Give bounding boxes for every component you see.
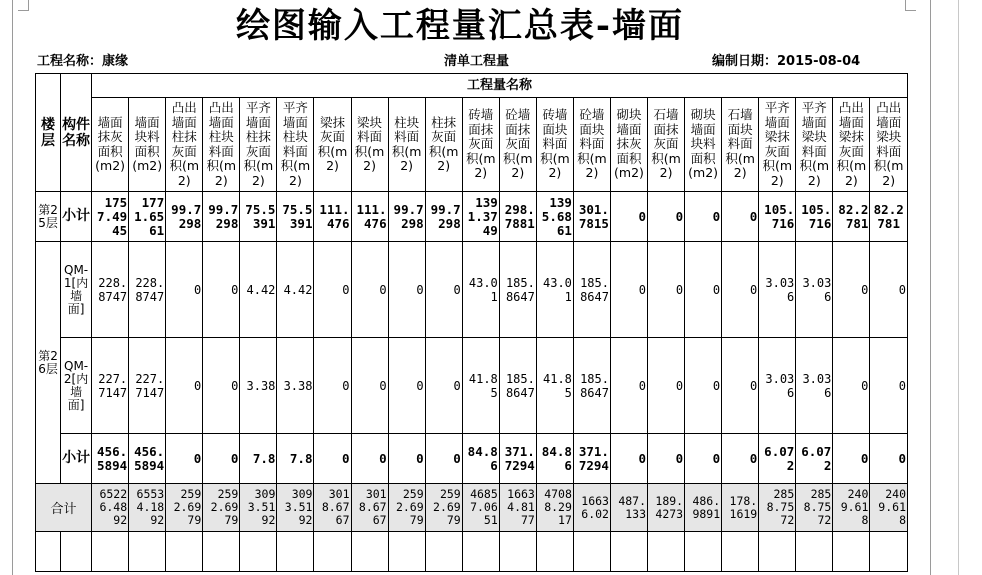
- col-header-component: 构件名称: [61, 74, 92, 192]
- header-row-group: [36, 74, 908, 98]
- value-cell: 0: [610, 242, 647, 338]
- table-row-floor25-subtotal: [36, 192, 908, 242]
- value-cell: 0: [314, 338, 351, 434]
- empty-cell: [648, 532, 685, 572]
- value-cell: 2858.7572: [796, 484, 833, 532]
- value-cell: 6.072: [796, 434, 833, 484]
- value-cell: 0: [610, 338, 647, 434]
- value-cell: 0: [870, 242, 908, 338]
- col-header-17: 砌块墙面块料面积(m2): [685, 98, 722, 192]
- value-cell: 3.036: [796, 242, 833, 338]
- value-cell: 0: [648, 192, 685, 242]
- value-cell: 75.5391: [240, 192, 277, 242]
- value-cell: 1757.4945: [92, 192, 129, 242]
- value-cell: 2592.6979: [388, 484, 425, 532]
- value-cell: 456.5894: [129, 434, 166, 484]
- value-cell: 84.86: [462, 434, 499, 484]
- col-header-9: 柱块料面积(m2): [388, 98, 425, 192]
- col-header-1: 墙面抹灰面积(m2): [92, 98, 129, 192]
- value-cell: 65534.1892: [129, 484, 166, 532]
- table-row-total: [36, 484, 908, 532]
- value-cell: 43.01: [536, 242, 573, 338]
- col-header-11: 砖墙面抹灰面积(m2): [462, 98, 499, 192]
- empty-cell: [499, 532, 536, 572]
- value-cell: 0: [351, 434, 388, 484]
- empty-cell: [166, 532, 203, 572]
- value-cell: 82.2781: [870, 192, 908, 242]
- empty-cell: [314, 532, 351, 572]
- value-cell: 3.036: [759, 338, 796, 434]
- value-cell: 0: [722, 192, 759, 242]
- empty-cell: [685, 532, 722, 572]
- empty-cell: [240, 532, 277, 572]
- value-cell: 0: [388, 338, 425, 434]
- value-cell: 185.8647: [499, 242, 536, 338]
- value-cell: 178.1619: [722, 484, 759, 532]
- value-cell: 4.42: [277, 242, 314, 338]
- table-row-component: [36, 338, 908, 434]
- col-header-4: 凸出墙面柱块料面积(m2): [203, 98, 240, 192]
- value-cell: 0: [166, 338, 203, 434]
- value-cell: 99.7298: [388, 192, 425, 242]
- value-cell: 111.476: [314, 192, 351, 242]
- empty-cell: [351, 532, 388, 572]
- header-row-columns: [36, 98, 908, 192]
- value-cell: 99.7298: [425, 192, 462, 242]
- value-cell: 111.476: [351, 192, 388, 242]
- col-header-group: 工程量名称: [92, 74, 908, 98]
- value-cell: 65226.4892: [92, 484, 129, 532]
- col-header-6: 平齐墙面柱块料面积(m2): [277, 98, 314, 192]
- value-cell: 185.8647: [573, 338, 610, 434]
- subtotal-label: 小计: [61, 434, 92, 484]
- value-cell: 189.4273: [648, 484, 685, 532]
- value-cell: 7.8: [240, 434, 277, 484]
- col-header-13: 砖墙面块料面积(m2): [536, 98, 573, 192]
- empty-cell: [833, 532, 870, 572]
- value-cell: 0: [425, 338, 462, 434]
- value-cell: 0: [833, 338, 870, 434]
- value-cell: 0: [351, 338, 388, 434]
- value-cell: 0: [425, 434, 462, 484]
- table-row-component: [36, 242, 908, 338]
- value-cell: 2592.6979: [166, 484, 203, 532]
- col-header-18: 石墙面块料面积(m2): [722, 98, 759, 192]
- value-cell: 2858.7572: [759, 484, 796, 532]
- value-cell: 227.7147: [92, 338, 129, 434]
- value-cell: 456.5894: [92, 434, 129, 484]
- value-cell: 99.7298: [166, 192, 203, 242]
- value-cell: 0: [388, 242, 425, 338]
- value-cell: 0: [870, 338, 908, 434]
- value-cell: 2592.6979: [203, 484, 240, 532]
- empty-cell: [388, 532, 425, 572]
- value-cell: 301.7815: [573, 192, 610, 242]
- value-cell: 3018.6767: [351, 484, 388, 532]
- col-header-20: 平齐墙面梁块料面积(m2): [796, 98, 833, 192]
- value-cell: 7.8: [277, 434, 314, 484]
- value-cell: 0: [722, 434, 759, 484]
- component-name: QM-1[内墙面]: [61, 242, 92, 338]
- col-header-14: 砼墙面块料面积(m2): [573, 98, 610, 192]
- value-cell: 16634.8177: [499, 484, 536, 532]
- value-cell: 3093.5192: [240, 484, 277, 532]
- value-cell: 2409.618: [833, 484, 870, 532]
- table-row-floor26-subtotal: [36, 434, 908, 484]
- value-cell: 0: [166, 434, 203, 484]
- value-cell: 185.8647: [573, 242, 610, 338]
- value-cell: 82.2781: [833, 192, 870, 242]
- value-cell: 0: [685, 338, 722, 434]
- subtotal-label: 小计: [61, 192, 92, 242]
- empty-cell: [462, 532, 499, 572]
- value-cell: 0: [166, 242, 203, 338]
- value-cell: 228.8747: [129, 242, 166, 338]
- value-cell: 1391.3749: [462, 192, 499, 242]
- page-edge-left: [12, 0, 13, 575]
- empty-cell: [61, 532, 92, 572]
- empty-cell: [203, 532, 240, 572]
- value-cell: 0: [870, 434, 908, 484]
- value-cell: 185.8647: [499, 338, 536, 434]
- compile-date: 编制日期：2015-08-04: [712, 54, 861, 69]
- value-cell: 487.133: [610, 484, 647, 532]
- value-cell: 3018.6767: [314, 484, 351, 532]
- value-cell: 0: [610, 192, 647, 242]
- col-header-12: 砼墙面抹灰面积(m2): [499, 98, 536, 192]
- value-cell: 105.716: [759, 192, 796, 242]
- value-cell: 0: [833, 434, 870, 484]
- value-cell: 0: [685, 192, 722, 242]
- col-header-2: 墙面块料面积(m2): [129, 98, 166, 192]
- empty-cell: [92, 532, 129, 572]
- value-cell: 0: [203, 434, 240, 484]
- value-cell: 4.42: [240, 242, 277, 338]
- component-name: QM-2[内墙面]: [61, 338, 92, 434]
- quantity-summary-table: [35, 73, 908, 572]
- report-title: 绘图输入工程量汇总表-墙面: [235, 6, 685, 46]
- value-cell: 0: [648, 338, 685, 434]
- empty-cell: [573, 532, 610, 572]
- value-cell: 84.86: [536, 434, 573, 484]
- value-cell: 3.036: [796, 338, 833, 434]
- window-scrollbar-edge: [958, 0, 959, 575]
- table-row-empty: [36, 532, 908, 572]
- value-cell: 16636.02: [573, 484, 610, 532]
- value-cell: 0: [722, 242, 759, 338]
- col-header-22: 凸出墙面梁块料面积(m2): [870, 98, 908, 192]
- value-cell: 43.01: [462, 242, 499, 338]
- col-header-16: 石墙面抹灰面积(m2): [648, 98, 685, 192]
- col-header-5: 平齐墙面柱抹灰面积(m2): [240, 98, 277, 192]
- value-cell: 486.9891: [685, 484, 722, 532]
- col-header-floor: 楼层: [36, 74, 61, 192]
- page-edge-right: [930, 0, 931, 575]
- empty-cell: [277, 532, 314, 572]
- empty-cell: [536, 532, 573, 572]
- col-header-19: 平齐墙面梁抹灰面积(m2): [759, 98, 796, 192]
- empty-cell: [796, 532, 833, 572]
- value-cell: 75.5391: [277, 192, 314, 242]
- value-cell: 227.7147: [129, 338, 166, 434]
- value-cell: 2409.618: [870, 484, 908, 532]
- report-subtitle: 清单工程量: [444, 54, 510, 69]
- value-cell: 0: [685, 434, 722, 484]
- value-cell: 0: [610, 434, 647, 484]
- value-cell: 0: [648, 242, 685, 338]
- floor-cell: 第26层: [36, 242, 61, 484]
- value-cell: 6.072: [759, 434, 796, 484]
- value-cell: 0: [203, 338, 240, 434]
- value-cell: 1771.6561: [129, 192, 166, 242]
- value-cell: 46857.0651: [462, 484, 499, 532]
- value-cell: 0: [388, 434, 425, 484]
- col-header-8: 梁块料面积(m2): [351, 98, 388, 192]
- value-cell: 3093.5192: [277, 484, 314, 532]
- value-cell: 298.7881: [499, 192, 536, 242]
- value-cell: 0: [722, 338, 759, 434]
- value-cell: 105.716: [796, 192, 833, 242]
- value-cell: 0: [833, 242, 870, 338]
- value-cell: 0: [685, 242, 722, 338]
- value-cell: 41.85: [536, 338, 573, 434]
- col-header-7: 梁抹灰面积(m2): [314, 98, 351, 192]
- value-cell: 2592.6979: [425, 484, 462, 532]
- total-label: 合计: [36, 484, 92, 532]
- col-header-15: 砌块墙面抹灰面积(m2): [610, 98, 647, 192]
- col-header-10: 柱抹灰面积(m2): [425, 98, 462, 192]
- empty-cell: [722, 532, 759, 572]
- value-cell: 228.8747: [92, 242, 129, 338]
- value-cell: 0: [203, 242, 240, 338]
- col-header-21: 凸出墙面梁抹灰面积(m2): [833, 98, 870, 192]
- value-cell: 371.7294: [499, 434, 536, 484]
- empty-cell: [36, 532, 61, 572]
- value-cell: 0: [314, 434, 351, 484]
- project-name: 工程名称：康缘: [37, 54, 129, 69]
- value-cell: 41.85: [462, 338, 499, 434]
- empty-cell: [759, 532, 796, 572]
- value-cell: 371.7294: [573, 434, 610, 484]
- empty-cell: [610, 532, 647, 572]
- value-cell: 0: [648, 434, 685, 484]
- value-cell: 0: [314, 242, 351, 338]
- value-cell: 1395.6861: [536, 192, 573, 242]
- empty-cell: [870, 532, 908, 572]
- value-cell: 3.38: [240, 338, 277, 434]
- empty-cell: [425, 532, 462, 572]
- col-header-3: 凸出墙面柱抹灰面积(m2): [166, 98, 203, 192]
- value-cell: 3.38: [277, 338, 314, 434]
- value-cell: 99.7298: [203, 192, 240, 242]
- value-cell: 47088.2917: [536, 484, 573, 532]
- value-cell: 0: [425, 242, 462, 338]
- empty-cell: [129, 532, 166, 572]
- floor-cell: 第25层: [36, 192, 61, 242]
- value-cell: 0: [351, 242, 388, 338]
- value-cell: 3.036: [759, 242, 796, 338]
